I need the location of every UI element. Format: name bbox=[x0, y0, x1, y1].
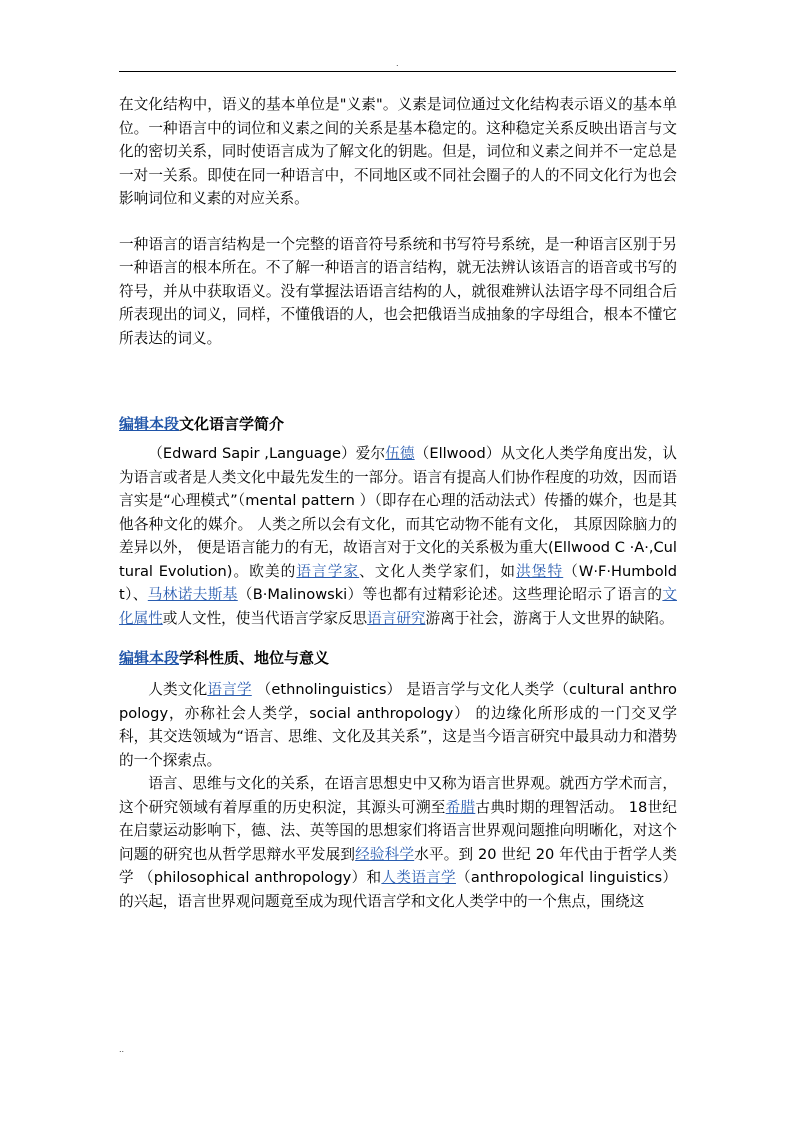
section-heading-cultural-linguistics bbox=[119, 412, 677, 436]
edit-section-link[interactable]: 编辑本段 bbox=[119, 649, 180, 667]
text-run: 或人文性，使当代语言学家反思 bbox=[162, 609, 368, 627]
link-language-research[interactable]: 语言研究 bbox=[367, 609, 426, 627]
text-run: 古典时期的理智活动。 18世纪在启蒙运动影响下，德、法、英等国的思想家们将语言世界观问题推向明晰化，对这个问题的研究也从哲学思辩水平发展到 bbox=[119, 798, 677, 863]
text-run: 、文化人类学家们，如 bbox=[359, 562, 517, 580]
paragraph-cultural-linguistics-intro bbox=[119, 442, 677, 630]
link-ellwood[interactable]: 伍德 bbox=[385, 445, 415, 462]
header-rule bbox=[119, 71, 676, 72]
link-greece[interactable]: 希腊 bbox=[445, 798, 476, 816]
footer-mark: .. bbox=[119, 1045, 125, 1054]
text-run: （Ellwood）从文化人类学角度出发，认为语言或者是人类文化中最先发生的一部分。语言有提高人们协作程度的功效，因而语言实是“心理模式”（mental pattern ）（即存在心理的活动法式）传播的媒介，也是其他各种文化的媒介。 人类之所以会有文化，而其它动物不能有文化， 其原因除脑力的差异以外， 便是语言能力的有无，故语言对于文化的关系极为重大(Ellwood C ·A·,Cultural Evolution)。欧美的 bbox=[119, 445, 677, 580]
section-title: 学科性质、地位与意义 bbox=[179, 649, 330, 667]
text-run: 语言、思维与文化的关系，在语言思想史中又称为语言世界观。就西方学术而言，这个研究领域有着厚重的历史积淀，其源头可溯至 bbox=[119, 775, 677, 816]
paragraph-worldview bbox=[119, 772, 677, 913]
text-run: （B·Malinowski）等也都有过精彩论述。这些理论昭示了语言的 bbox=[237, 586, 663, 603]
link-humboldt[interactable]: 洪堡特 bbox=[516, 562, 564, 580]
document-body bbox=[119, 93, 677, 913]
header-mark: . bbox=[396, 59, 399, 68]
text-run: 游离于社会，游离于人文世界的缺陷。 bbox=[425, 609, 674, 627]
link-cultural-attribute[interactable]: 文化属性 bbox=[119, 586, 677, 627]
text-run: 人类文化 bbox=[148, 681, 208, 698]
paragraph-discipline-nature bbox=[119, 678, 677, 772]
paragraph-semantic-units: 在文化结构中，语义的基本单位是"义素"。义素是词位通过文化结构表示语义的基本单位。一种语言中的词位和义素之间的关系是基本稳定的。这种稳定关系反映出语言与文化的密切关系，同时使语言成为了解文化的钥匙。但是，词位和义素之间并不一定总是一对一关系。即使在同一种语言中，不同地区或不同社会圈子的人的不同文化行为也会影响词位和义素的对应关系。 bbox=[119, 96, 677, 207]
edit-section-link[interactable]: 编辑本段 bbox=[119, 415, 180, 433]
section-heading-discipline bbox=[119, 646, 677, 670]
text-run: （anthropological linguistics） 的兴起，语言世界观问题竟至成为现代语言学和文化人类学中的一个焦点，围绕这 bbox=[119, 869, 677, 910]
link-malinowski[interactable]: 马林诺夫斯基 bbox=[147, 586, 238, 603]
text-run: 水平。到 20 世纪 20 年代由于哲学人类学 （philosophical anthropology）和 bbox=[119, 845, 677, 886]
link-empirical-science[interactable]: 经验科学 bbox=[355, 845, 415, 863]
text-run: （Edward Sapir ,Language）爱尔 bbox=[148, 445, 386, 462]
text-run: （ethnolinguistics） 是语言学与文化人类学（cultural anthropology，亦称社会人类学，social anthropology） 的边缘化所形成的一门交叉学科，其交迭领域为“语言、思维、文化及其关系”，这是当今语言研究中最具动力和潜势的一个探索点。 bbox=[119, 681, 677, 769]
text-run: （W·F·Humboldt）、 bbox=[119, 562, 677, 603]
paragraph-language-structure: 一种语言的语言结构是一个完整的语音符号系统和书写符号系统，是一种语言区别于另一种语言的根本所在。不了解一种语言的语言结构，就无法辨认该语言的语音或书写的符号，并从中获取语义。没有掌握法语语言结构的人，就很难辨认法语字母不同组合后所表现出的词义，同样，不懂俄语的人，也会把俄语当成抽象的字母组合，根本不懂它所表达的词义。 bbox=[119, 235, 677, 347]
link-linguist[interactable]: 语言学家 bbox=[296, 562, 360, 580]
link-anthropological-linguistics[interactable]: 人类语言学 bbox=[381, 869, 456, 886]
link-linguistics[interactable]: 语言学 bbox=[207, 681, 252, 698]
section-title: 文化语言学简介 bbox=[179, 415, 285, 433]
